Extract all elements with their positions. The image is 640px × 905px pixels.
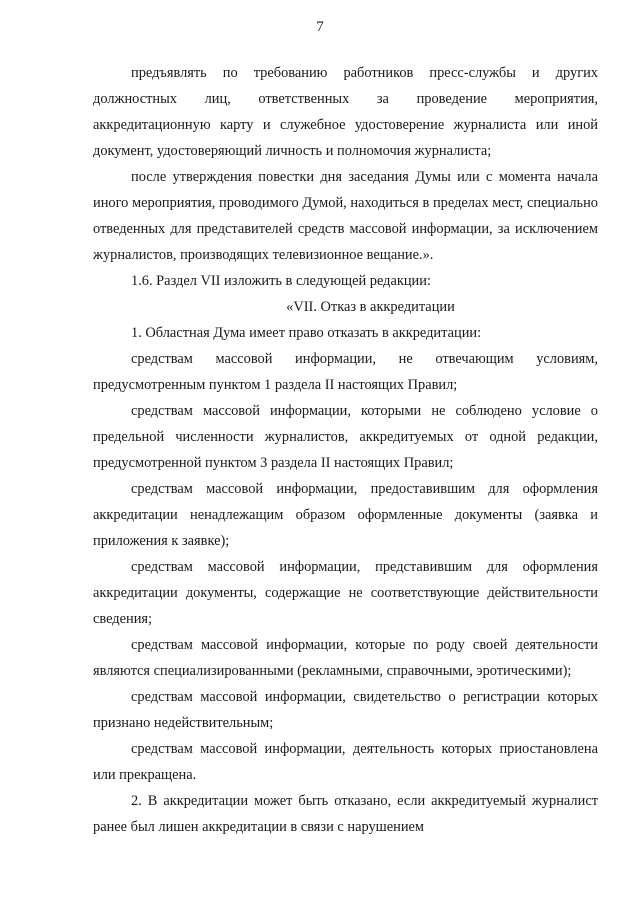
paragraph-agenda-placement: после утверждения повестки дня заседания Думы или с момента начала иного мероприятия, проводимого Думой, находиться в пределах мест, специально отведенных для представителей средств массовой информации, за исключением журналистов, производящих телевизионное вещание.». [93, 169, 598, 263]
paragraph-refusal-false-info: средствам массовой информации, представившим для оформления аккредитации документы, содержащие не соответствующие действительности сведения; [93, 559, 598, 627]
paragraph-refusal-quota: средствам массовой информации, которыми не соблюдено условие о предельной численности журналистов, аккредитуемых от одной редакции, предусмотренной пунктом 3 раздела II настоящих Правил; [93, 403, 598, 471]
document-body [93, 60, 598, 840]
paragraph-refusal-suspended: средствам массовой информации, деятельность которых приостановлена или прекращена. [93, 741, 598, 783]
paragraph-refusal-specialized: средствам массовой информации, которые по роду своей деятельности являются специализированными (рекламными, справочными, эротическими); [93, 637, 598, 679]
paragraph-press-service-requirement: предъявлять по требованию работников пресс-службы и других должностных лиц, ответственных за проведение мероприятия, аккредитационную карту и служебное удостоверение журналиста или иной документ, удостоверяющий личность и полномочия журналиста; [93, 65, 598, 159]
paragraph-refusal-improper-docs: средствам массовой информации, предоставившим для оформления аккредитации ненадлежащим образом оформленные документы (заявка и приложения к заявке); [93, 481, 598, 549]
paragraph-section-amendment: 1.6. Раздел VII изложить в следующей редакции: [131, 273, 431, 289]
page-number: 7 [316, 19, 324, 35]
paragraph-refusal-invalid-registration: средствам массовой информации, свидетельство о регистрации которых признано недействительным; [93, 689, 598, 731]
section-heading: «VII. Отказ в аккредитации [286, 299, 455, 315]
paragraph-refusal-previous-revocation: 2. В аккредитации может быть отказано, если аккредитуемый журналист ранее был лишен аккредитации в связи с нарушением [93, 793, 598, 835]
paragraph-refusal-right: 1. Областная Дума имеет право отказать в аккредитации: [131, 325, 482, 341]
paragraph-refusal-conditions: средствам массовой информации, не отвечающим условиям, предусмотренным пунктом 1 раздела II настоящих Правил; [93, 351, 598, 393]
